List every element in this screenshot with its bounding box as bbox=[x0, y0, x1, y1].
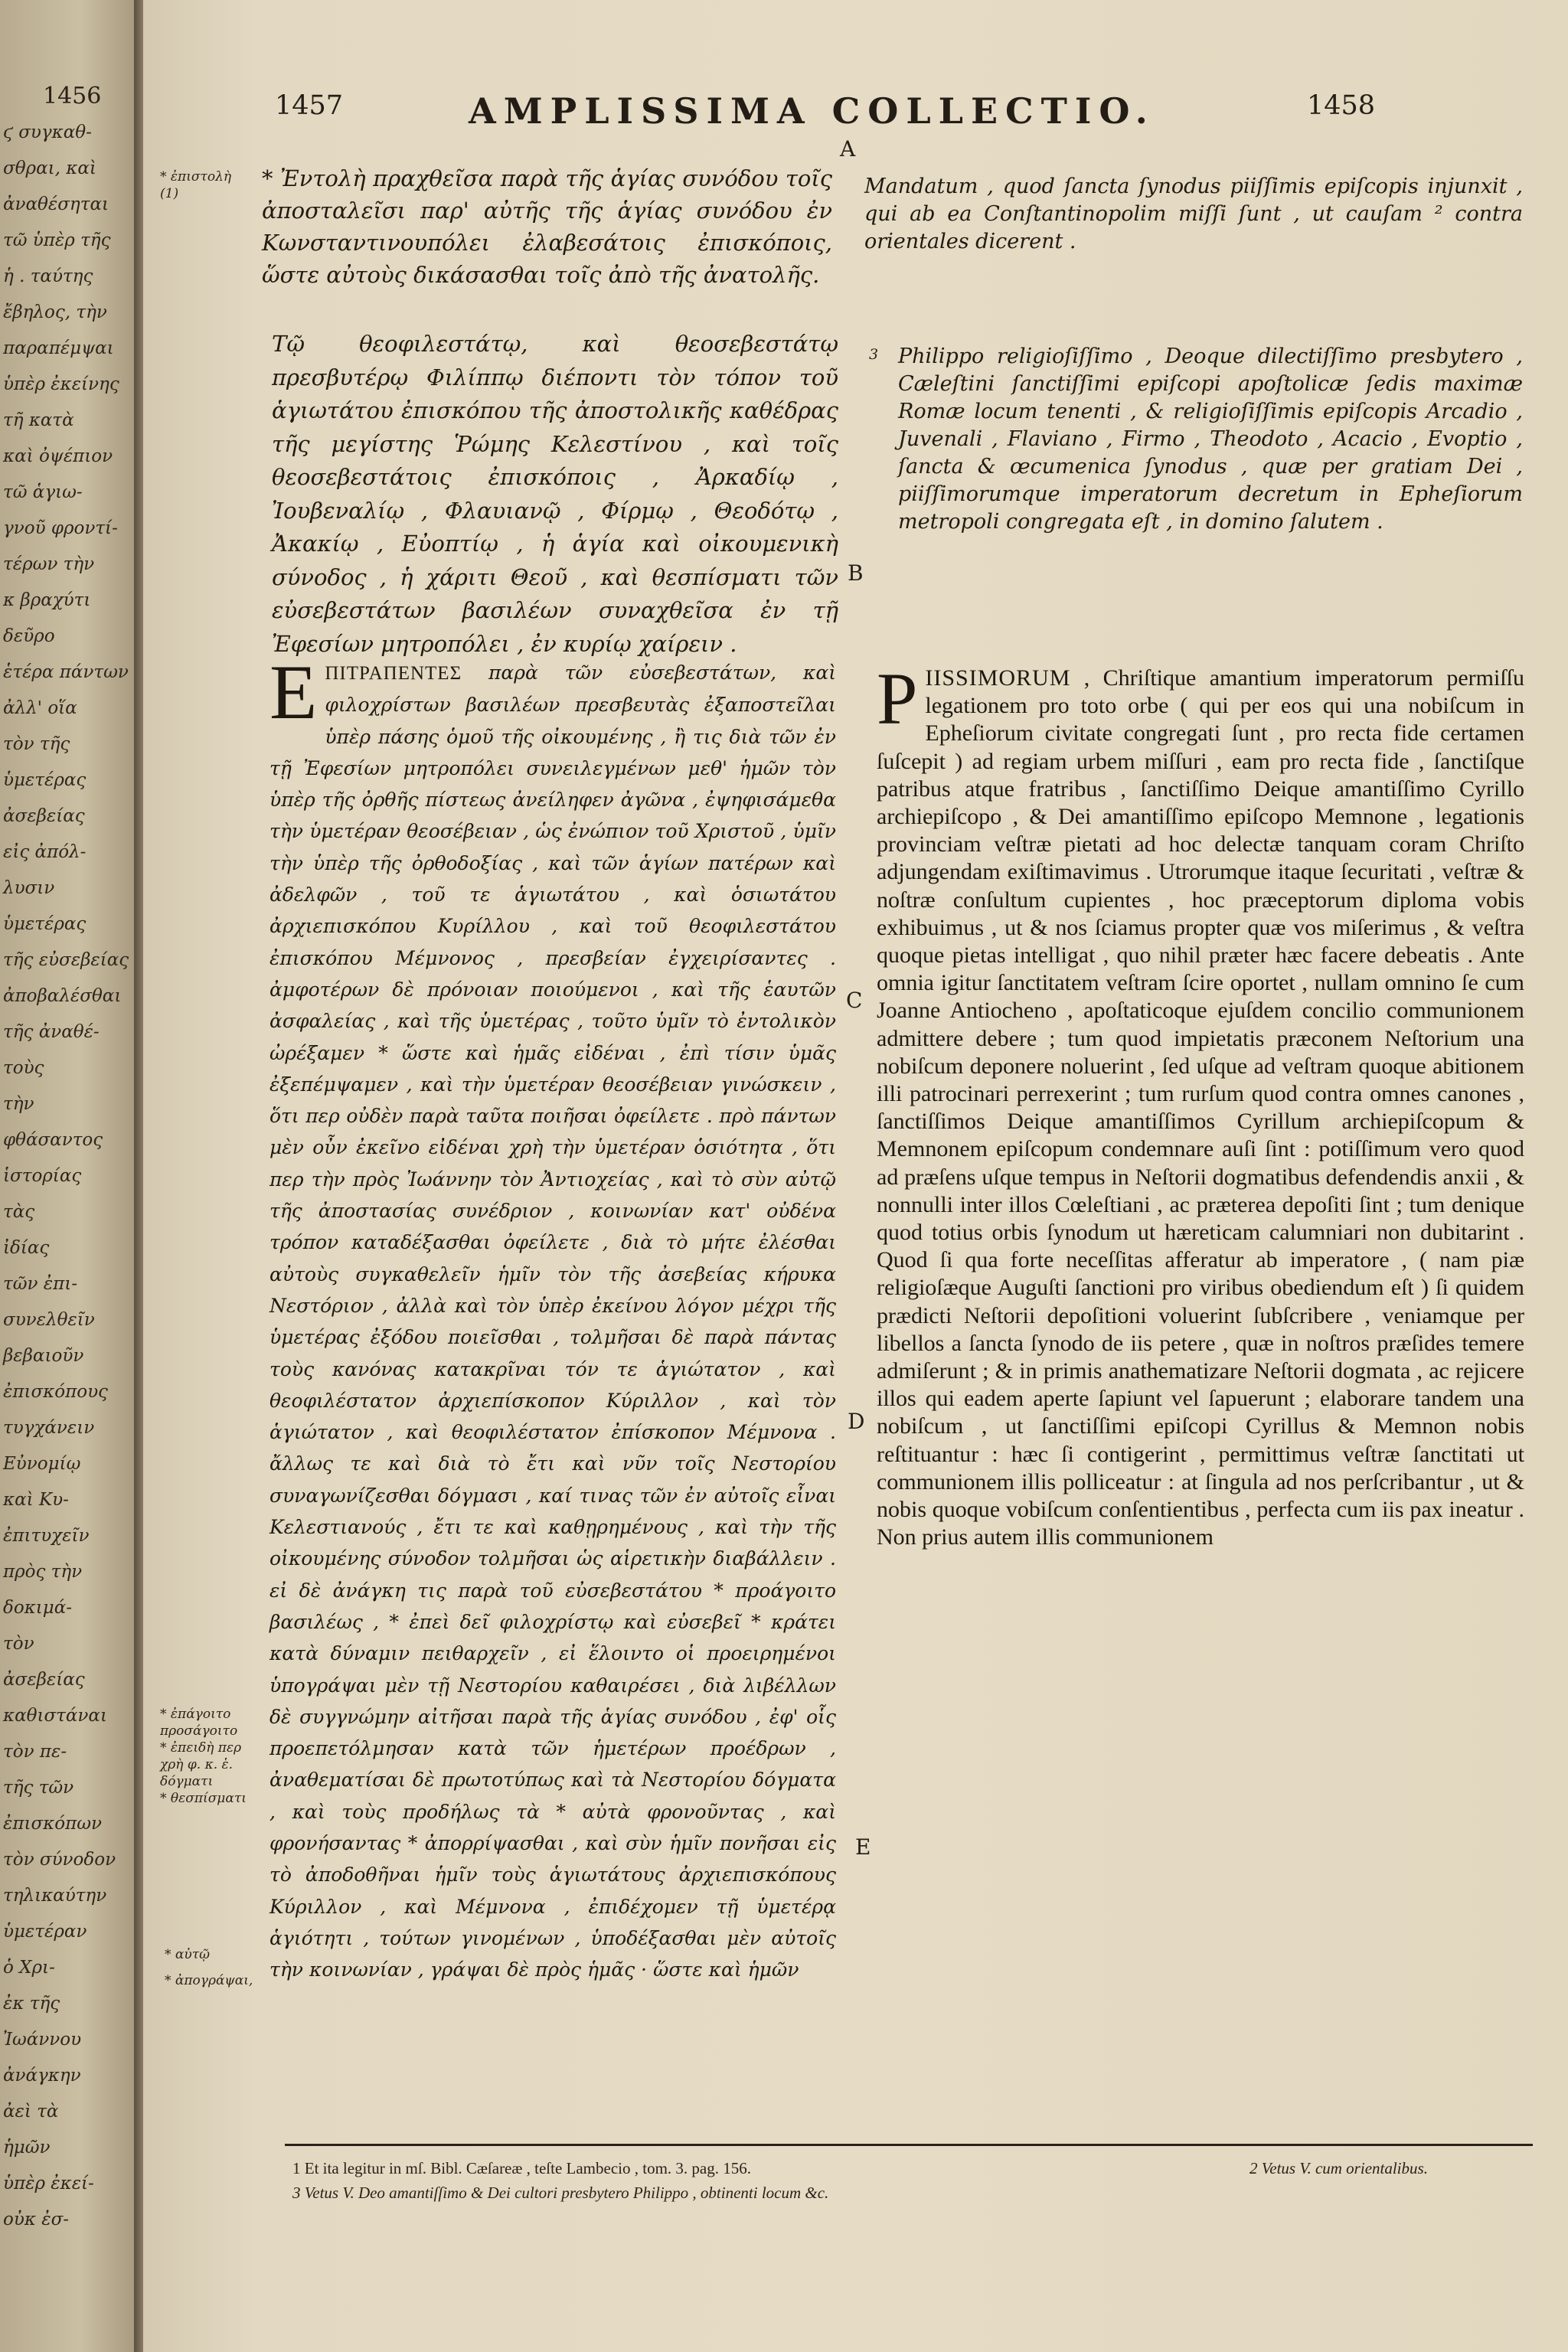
previous-page-line: τῆς ἀναθέ- bbox=[3, 1022, 100, 1042]
previous-page-line: ὑμετέρας bbox=[3, 770, 87, 790]
previous-page-line: τὸν bbox=[3, 1634, 34, 1654]
previous-page-line: τῆς τῶν bbox=[3, 1778, 74, 1798]
previous-page-line: οὐκ ἐσ- bbox=[3, 2210, 70, 2230]
previous-page-line: ἡμῶν bbox=[3, 2138, 51, 2158]
previous-page-line: ὁ Χρι- bbox=[3, 1958, 55, 1978]
footnote-3: 3 Vetus V. Deo amantiſſimo & Dei cultori presbytero Philippo , obtinenti locum &c. bbox=[292, 2184, 829, 2202]
book-title: AMPLISSIMA COLLECTIO. bbox=[469, 90, 1155, 132]
previous-page-line: ἀλλ' οἵα bbox=[3, 698, 77, 718]
previous-page-line: τοὺς bbox=[3, 1058, 44, 1078]
previous-page-line: τῶ ὑπὲρ τῆς bbox=[3, 230, 111, 250]
previous-page-line: ὑπὲρ ἐκεί- bbox=[3, 2174, 94, 2194]
previous-page-line: ὑπὲρ ἐκείνης bbox=[3, 374, 119, 394]
latin-opening-caps: IISSIMORUM bbox=[925, 665, 1071, 691]
body-greek-text bbox=[270, 649, 837, 1985]
previous-page-line: τὸν πε- bbox=[3, 1742, 67, 1762]
section-marker-a: A bbox=[840, 136, 856, 162]
previous-page-line: τῶν ἐπι- bbox=[3, 1274, 78, 1294]
previous-page-line: Ἰωάννου bbox=[3, 2030, 82, 2050]
previous-page-line: τὴν bbox=[3, 1094, 34, 1114]
previous-page-text-fragments bbox=[3, 115, 133, 2238]
previous-page-line: φθάσαντος bbox=[3, 1130, 103, 1150]
previous-page-line: εἰς ἀπόλ- bbox=[3, 842, 87, 862]
previous-page-line: ἔβηλος, τὴν bbox=[3, 302, 107, 322]
previous-page-edge bbox=[0, 0, 134, 2352]
section-marker-c: C bbox=[846, 988, 863, 1013]
previous-page-line: δεῦρο bbox=[3, 626, 55, 646]
footnote-line-1 bbox=[292, 2156, 1533, 2180]
previous-page-line: δοκιμά- bbox=[3, 1598, 73, 1618]
previous-page-line: ἰδίας bbox=[3, 1238, 50, 1258]
salutation-latin: Philippo religioſiſſimo , Deoque dilectiſſimo presbytero , Cæleſtini ſanctiſſimi epiſcopi apoſtolicæ ſedis maximæ Romæ locum tenenti , & religioſiſſimis epiſcopis Arcadio , Juvenali , Flaviano , Firmo , Theodoto , Acacio , Evoptio , ſancta & œcumenica ſynodus , quæ per gratiam Dei , piiſſimorumque imperatorum decretum in Epheſiorum metropoli congregata eſt , in domino ſalutem . bbox=[898, 345, 1523, 534]
previous-page-line: ὑμετέραν bbox=[3, 1922, 87, 1942]
previous-page-line: σθραι, καὶ bbox=[3, 158, 96, 178]
previous-page-line: ἀνάγκην bbox=[3, 2066, 81, 2086]
footnote-1: 1 Et ita legitur in mſ. Bibl. Cæſareæ , teſte Lambecio , tom. 3. pag. 156. bbox=[292, 2159, 751, 2177]
previous-page-line: ἀεὶ τὰ bbox=[3, 2102, 59, 2122]
margin-note-variants: * ἐπάγοιτο προσάγοιτο * ἐπειδὴ περ χρὴ φ. κ. ἑ. δόγματι * θεσπίσματι bbox=[160, 1707, 247, 1806]
previous-page-line: τέρων τὴν bbox=[3, 554, 95, 574]
page-number-left: 1457 bbox=[275, 90, 344, 121]
previous-page-line: ἐπισκόπων bbox=[3, 1814, 102, 1834]
salutation-greek: Τῷ θεοφιλεστάτῳ, καὶ θεοσεβεστάτῳ πρεσβυτέρῳ Φιλίππῳ διέποντι τὸν τόπον τοῦ ἁγιωτάτου ἐπισκόπου τῆς ἀποστολικῆς καθέδρας τῆς μεγίστης Ῥώμης Κελεστίνου , καὶ τοῖς θεοσεβεστάτοις ἐπισκόποις , Ἀρκαδίῳ , Ἰουβεναλίῳ , Φλαυιανῷ , Φίρμῳ , Θεοδότῳ , Ἀκακίῳ , Εὐοπτίῳ , ἡ ἁγία καὶ οἰκουμενικὴ σύνοδος , ἡ χάριτι Θεοῦ , καὶ θεσπίσματι τῶν εὐσεβεστάτων βασιλέων συναχθεῖσα ἐν τῇ Ἐφεσίων μητροπόλει , ἐν κυρίῳ χαίρειν . bbox=[272, 331, 838, 657]
page-number-right: 1458 bbox=[1307, 90, 1376, 121]
previous-page-line: καθιστάναι bbox=[3, 1706, 107, 1726]
previous-page-line: κ βραχύτι bbox=[3, 590, 91, 610]
book-page bbox=[143, 0, 1568, 2352]
greek-drop-cap: Ε bbox=[270, 649, 318, 736]
previous-page-line: βεβαιοῦν bbox=[3, 1346, 84, 1366]
previous-page-line: τῶ ἁγιω- bbox=[3, 482, 83, 502]
previous-page-line: τυγχάνειν bbox=[3, 1418, 95, 1438]
previous-page-line: πρὸς τὴν bbox=[3, 1562, 83, 1582]
mandate-greek: * Ἐντολὴ πραχθεῖσα παρὰ τῆς ἁγίας συνόδου τοῖς ἀποσταλεῖσι παρ' αὐτῆς τῆς ἁγίας συνόδου ἐν Κωνσταντινουπόλει ἐλαβεσάτοις ἐπισκόποις, ὥστε αὐτοὺς δικάσασθαι τοῖς ἀπὸ τῆς ἀνατολῆς. bbox=[262, 165, 832, 288]
previous-page-line: καὶ ὀψέπιον bbox=[3, 446, 113, 466]
previous-page-line: ἐκ τῆς bbox=[3, 1994, 60, 2014]
previous-page-number: 1456 bbox=[43, 83, 102, 109]
footnote-marker-3: 3 bbox=[869, 346, 879, 363]
previous-page-line: τὰς bbox=[3, 1202, 35, 1222]
previous-page-line: καὶ Κυ- bbox=[3, 1490, 69, 1510]
margin-note-auto: * αὐτῷ * ἀπογράψαι, bbox=[165, 1947, 253, 1988]
section-marker-d: D bbox=[848, 1409, 865, 1434]
book-gutter bbox=[134, 0, 143, 2352]
previous-page-line: τῆς εὐσεβείας bbox=[3, 950, 129, 970]
previous-page-line: ἀποβαλέσθαι bbox=[3, 986, 122, 1006]
previous-page-line: ἐπισκόπους bbox=[3, 1382, 108, 1402]
latin-body-paragraph: , Chriſtique amantium imperatorum permiſſu legationem pro toto orbe ( qui per eos qui una nobiſcum in Epheſiorum civitate congregati ſunt , pro recta fide certamen ſuſcepit ) ad regiam urbem miſſuri , eam pro recta fide , ſanctiſque patribus atque fratribus , ſanctiſſimo Deique amantiſſimo Cyrillo archiepiſcopo , & Dei amantiſſimo epiſcopo Memnone , legationis provinciam veſtræ pietati ad hoc delectæ tanquam coram Chriſto adjungendam exiſtimavimus . Utrorumque itaque ſecuritati , veſtræ & noſtræ conſultum cupientes , hoc præceptorum diploma vobis exhibuimus , ut & nos ſciamus propter quæ vos miſerimus , & veſtra quoque pietas intelligat , quo nihil præter hæc facere debeatis . Ante omnia igitur ſanctitatem veſtram ſcire oportet , nullam omnino ſe cum Joanne Antiocheno , apoſtaticoque ejuſdem concilio communionem admittere debere ; tum quod impietatis præconem Neſtorium una nobiſcum deponere noluerint , ſed uſque ad veſtram quoque abitionem illi patrocinari perrexerint ; tum rurſum quod contra omnes canones , ſanctiſſimos Deique amantiſſimos Cyrillum archiepiſcopum & Memnonem epiſcopum condemnare auſi ſint : potiſſimum vero quod ad præſens uſque tempus in Neſtorii dogmatibus defendendis anxii , & nonnulli inter illos Cœleſtiani , ac præterea depoſiti ſint ; tum denique quod totius orbis ſynodum ut hæreticam calumniari non dubitarint . Quod ſi qua forte neceſſitas afferatur ab imperatore , ( nam piæ religioſæque Auguſti ſanctioni pro viribus obediendum eſt ) ſi quidem prædicti Neſtorii depoſitioni voluerint ſubſcribere , veniamque per libellos a ſancta ſynodo de iis petere , quæ in noſtros præſides temere admiſerunt ; & in primis anathematizare Neſtorii dogmata , ac rejicere illos qui eadem aperte ſapiunt vel ſapuerunt ; elaborare tandem una nobiſcum , ut ſanctiſſimi epiſcopi Cyrillus & Memnon nobis reſtituantur : hæc ſi contigerint , permittimus veſtræ ſanctitati ut communionem illis polliceatur : at ſingula ad nos perſcribantur , ut & nobis quoque vobiſcum conſentientibus , perfecta cum iis pax ineatur . Non prius autem illis communionem bbox=[877, 665, 1524, 1550]
previous-page-line: ἀσεβείας bbox=[3, 1670, 85, 1690]
previous-page-line: τὸν σύνοδον bbox=[3, 1850, 116, 1870]
footnote-rule bbox=[285, 2144, 1533, 2146]
previous-page-line: ἐπιτυχεῖν bbox=[3, 1526, 90, 1546]
latin-drop-cap: P bbox=[877, 658, 918, 740]
previous-page-line: τηλικαύτην bbox=[3, 1886, 107, 1906]
running-head bbox=[143, 90, 1568, 136]
previous-page-line: παραπέμψαι bbox=[3, 338, 114, 358]
previous-page-line: λυσιν bbox=[3, 878, 55, 898]
previous-page-line: γνοῦ φροντί- bbox=[3, 518, 118, 538]
previous-page-line: ἀναθέσηται bbox=[3, 194, 109, 214]
margin-note-epistole: * ἐπιστολὴ (1) bbox=[160, 169, 232, 201]
previous-page-line: τὸν τῆς bbox=[3, 734, 70, 754]
mandate-latin: Mandatum , quod ſancta ſynodus piiſſimis epiſcopis injunxit , qui ab ea Conſtantinopolim miſſi ſunt , ut cauſam ² contra orientales dicerent . bbox=[864, 175, 1523, 253]
previous-page-line: ϛ συγκαθ- bbox=[3, 122, 92, 142]
section-marker-b: B bbox=[848, 560, 864, 586]
previous-page-line: ἀσεβείας bbox=[3, 806, 85, 826]
greek-opening-caps: ΠΙΤΡΑΠΕΝΤΕΣ bbox=[325, 663, 462, 684]
greek-body-paragraph: παρὰ τῶν εὐσεβεστάτων, καὶ φιλοχρίστων βασιλέων πρεσβευτὰς ἐξαποστεῖλαι ὑπὲρ πάσης ὁμοῦ τῆς οἰκουμένης , ἢ τις διὰ τῶν ἐν τῇ Ἐφεσίων μητροπόλει συνειλεγμένων μεθ' ἡμῶν τὸν ὑπὲρ τῆς ὀρθῆς πίστεως ἀνείληφεν ἀγῶνα , ἐψηφισάμεθα τὴν ὑμετέραν θεοσέβειαν , ὡς ἐνώπιον τοῦ Χριστοῦ , ὑμῖν τὴν ὑπὲρ τῆς ὀρθοδοξίας , καὶ τῶν ἁγίων πατέρων καὶ ἀδελφῶν , τοῦ τε ἁγιωτάτου , καὶ ὁσιωτάτου ἀρχιεπισκόπου Κυρίλλου , καὶ τοῦ θεοφιλεστάτου ἐπισκόπου Μέμνονος , πρεσβείαν ἐγχειρίσαντες . ἀμφοτέρων δὲ πρόνοιαν ποιούμενοι , καὶ τῆς ἑαυτῶν ἀσφαλείας , καὶ τῆς ὑμετέρας , τοῦτο ὑμῖν τὸ ἐντολικὸν ὠρέξαμεν * ὥστε καὶ ἡμᾶς εἰδέναι , ἐπὶ τίσιν ὑμᾶς ἐξεπέμψαμεν , καὶ τὴν ὑμετέραν θεοσέβειαν γινώσκειν , ὅτι περ οὐδὲν παρὰ ταῦτα ποιῆσαι ὀφείλετε . πρὸ πάντων μὲν οὖν ἐκεῖνο εἰδέναι χρὴ τὴν ὑμετέραν ὁσιότητα , ὅτι περ τὴν πρὸς Ἰωάννην τὸν Ἀντιοχείας , καὶ τὸ σὺν αὐτῷ τῆς ἀποστασίας συνέδριον , κοινωνίαν κατ' οὐδένα τρόπον καταδέξασθαι ὀφείλετε , διὰ τὸ μήτε ἐλέσθαι αὐτοὺς συγκαθελεῖν ἡμῖν τὸν τῆς ἀσεβείας κήρυκα Νεστόριον , ἀλλὰ καὶ τὸν ὑπὲρ ἐκείνου λόγον μέχρι τῆς ὑμετέρας ἐξόδου ποιεῖσθαι , τολμῆσαι δὲ παρὰ πάντας τοὺς κανόνας κατακρῖναι τόν τε ἁγιώτατον , καὶ θεοφιλέστατον ἀρχιεπίσκοπον Κύριλλον , καὶ τὸν ἁγιώτατον , καὶ θεοφιλέστατον ἐπίσκοπον Μέμνονα . ἄλλως τε καὶ διὰ τὸ ἔτι καὶ νῦν τοῖς Νεστορίου συναγωνίζεσθαι δόγμασι , καί τινας τῶν ἐν αὐτοῖς εἶναι Κελεστιανούς , ἔτι τε καὶ καθῃρημένους , καὶ τὴν τῆς οἰκουμένης σύνοδον τολμῆσαι ὡς αἱρετικὴν διαβάλλειν . εἰ δὲ ἀνάγκη τις παρὰ τοῦ εὐσεβεστάτου * προάγοιτο βασιλέως , * ἐπεὶ δεῖ φιλοχρίστῳ καὶ εὐσεβεῖ * κράτει κατὰ δύναμιν πειθαρχεῖν , εἰ ἕλοιντο οἱ προειρημένοι ὑπογράψαι μὲν τῇ Νεστορίου καθαιρέσει , διὰ λιβέλλων δὲ συγγνώμην αἰτῆσαι παρὰ τῆς ἁγίας συνόδου , ἐφ' οἷς προεπετόλμησαν κατὰ τῶν ἡμετέρων προέδρων , ἀναθεματίσαι δὲ πρωτοτύπως καὶ τὰ Νεστορίου δόγματα , καὶ τοὺς προδήλως τὰ * αὐτὰ φρονοῦντας , καὶ φρονήσαντας * ἀπορρίψασθαι , καὶ σὺν ἡμῖν πονῆσαι εἰς τὸ ἀποδοθῆναι ἡμῖν τοὺς ἁγιωτάτους ἀρχιεπισκόπους Κύριλλον , καὶ Μέμνονα , ἐπιδέχομεν τῇ ὑμετέρᾳ ἁγιότητι , τούτων γινομένων , ὑποδέξασθαι μὲν αὐτοῖς τὴν κοινωνίαν , γράψαι δὲ πρὸς ἡμᾶς · ὥστε καὶ ἡμῶν bbox=[270, 662, 837, 1981]
footnote-2: 2 Vetus V. cum orientalibus. bbox=[1250, 2159, 1428, 2177]
previous-page-line: τῆ κατὰ bbox=[3, 410, 74, 430]
footnotes bbox=[292, 2156, 1533, 2205]
previous-page-line: ἑτέρα πάντων bbox=[3, 662, 129, 682]
previous-page-line: Εὐνομίῳ bbox=[3, 1454, 81, 1474]
previous-page-line: ἡ . ταύτης bbox=[3, 266, 93, 286]
previous-page-line: ὑμετέρας bbox=[3, 914, 87, 934]
body-latin-text bbox=[877, 658, 1524, 1552]
section-marker-e: E bbox=[855, 1834, 871, 1860]
previous-page-line: συνελθεῖν bbox=[3, 1310, 95, 1330]
previous-page-line: ἱστορίας bbox=[3, 1166, 82, 1186]
